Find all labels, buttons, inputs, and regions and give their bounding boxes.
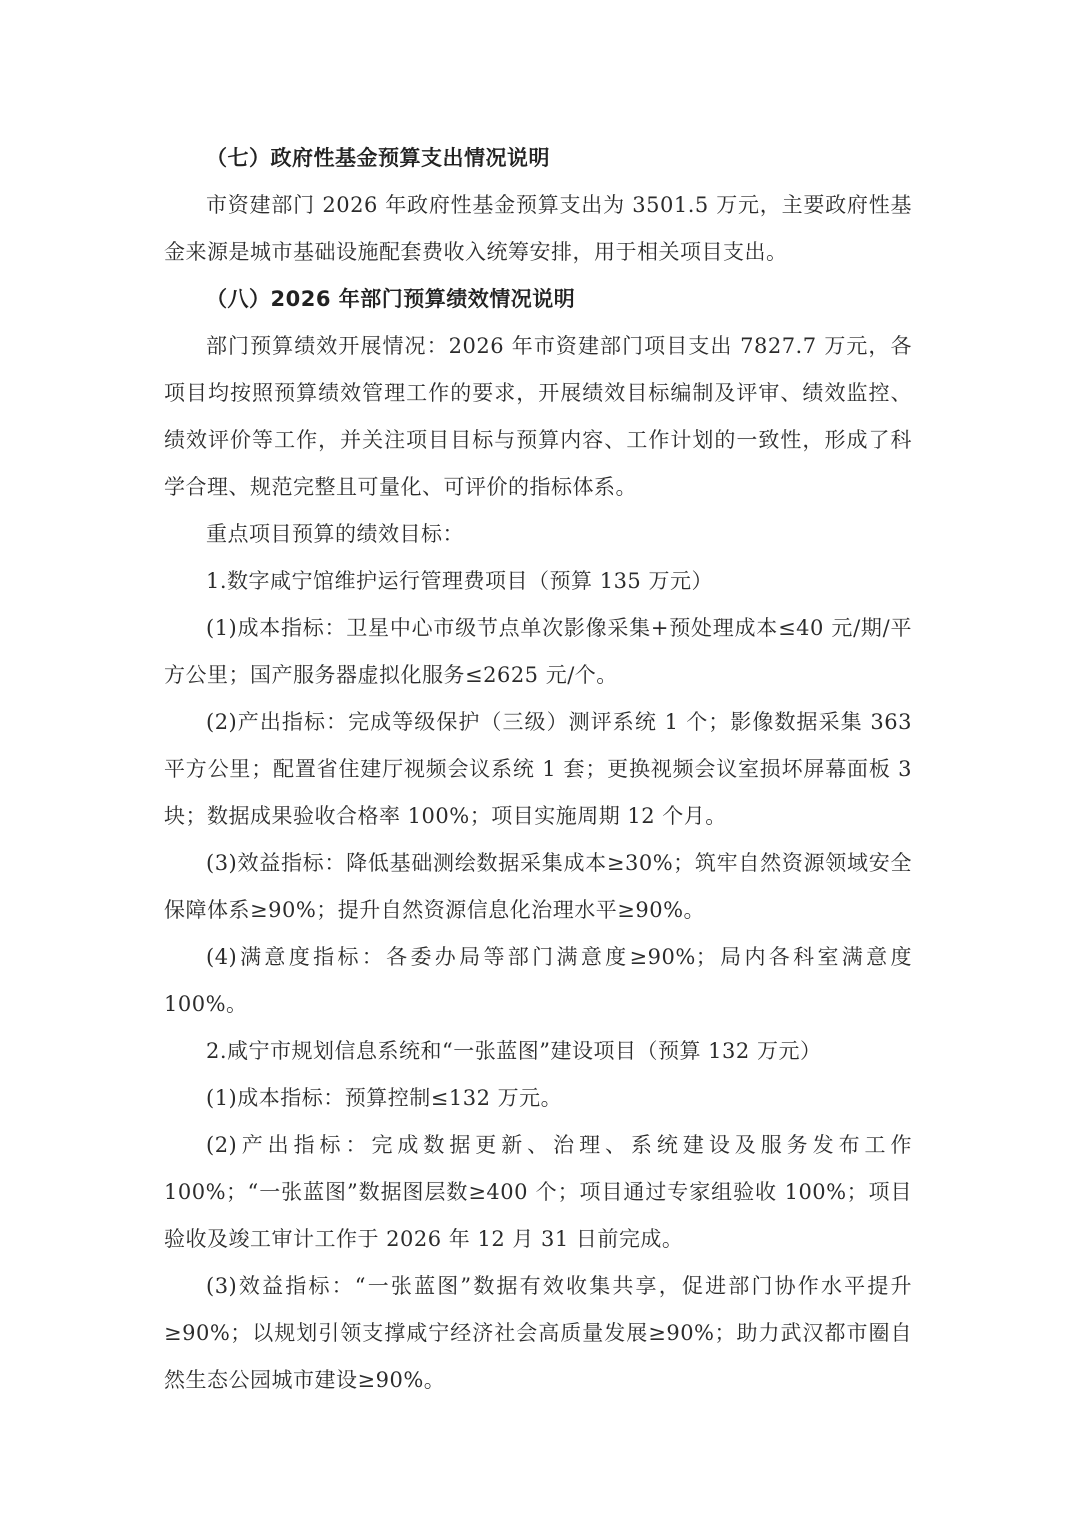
key-goals-label: 重点项目预算的绩效目标：: [206, 522, 464, 546]
project-2-benefit: (3)效益指标：“一张蓝图”数据有效收集共享，促进部门协作水平提升≥90%；以规划引领支撑咸宁经济社会高质量发展≥90%；助力武汉都市圈自然生态公园城市建设≥90%。: [164, 1274, 912, 1392]
project-1-benefit: (3)效益指标：降低基础测绘数据采集成本≥30%；筑牢自然资源领域安全保障体系≥90%；提升自然资源信息化治理水平≥90%。: [164, 851, 912, 922]
project-1-output: (2)产出指标：完成等级保护（三级）测评系统 1 个；影像数据采集 363 平方公里；配置省住建厅视频会议系统 1 套；更换视频会议室损坏屏幕面板 3 块；数据成果验收合格率 100%；项目实施周期 12 个月。: [164, 710, 912, 828]
project-2-cost: (1)成本指标：预算控制≤132 万元。: [206, 1086, 563, 1110]
project-1-satisfaction: (4)满意度指标：各委办局等部门满意度≥90%；局内各科室满意度 100%。: [164, 945, 912, 1016]
project-1-title: 1.数字咸宁馆维护运行管理费项目（预算 135 万元）: [206, 569, 713, 593]
paragraph-performance: 部门预算绩效开展情况：2026 年市资建部门项目支出 7827.7 万元，各项目均按照预算绩效管理工作的要求，开展绩效目标编制及评审、绩效监控、绩效评价等工作，并关注项目目标与预算内容、工作计划的一致性，形成了科学合理、规范完整且可量化、可评价的指标体系。: [164, 334, 912, 499]
paragraph-gov-fund: 市资建部门 2026 年政府性基金预算支出为 3501.5 万元，主要政府性基金来源是城市基础设施配套费收入统筹安排，用于相关项目支出。: [164, 193, 912, 264]
project-2-output: (2)产出指标：完成数据更新、治理、系统建设及服务发布工作 100%；“一张蓝图”数据图层数≥400 个；项目通过专家组验收 100%；项目验收及竣工审计工作于 2026 年 12 月 31 日前完成。: [164, 1133, 912, 1251]
project-2-title: 2.咸宁市规划信息系统和“一张蓝图”建设项目（预算 132 万元）: [206, 1039, 822, 1063]
project-1-cost: (1)成本指标：卫星中心市级节点单次影像采集+预处理成本≤40 元/期/平方公里；国产服务器虚拟化服务≤2625 元/个。: [164, 616, 912, 687]
section-heading-8: （八）2026 年部门预算绩效情况说明: [206, 287, 576, 311]
document-body: [164, 135, 912, 1404]
section-heading-7: （七）政府性基金预算支出情况说明: [206, 146, 550, 170]
